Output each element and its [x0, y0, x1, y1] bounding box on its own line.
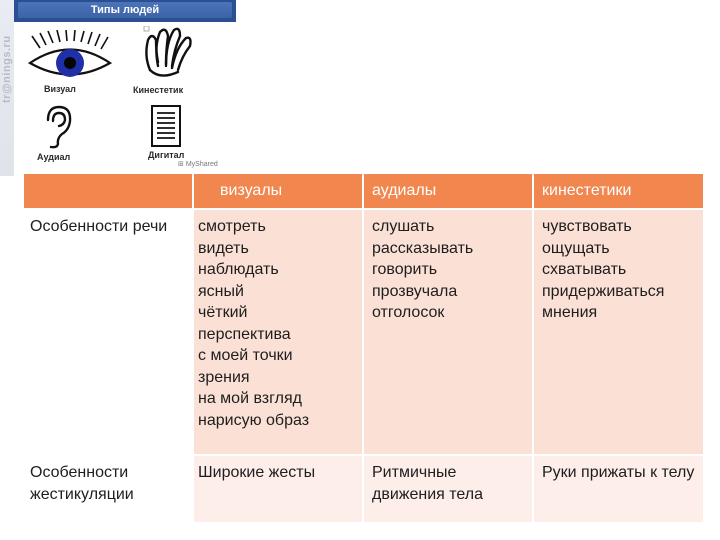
table-row	[23, 455, 704, 523]
speech-audial-cell	[363, 209, 533, 455]
speech-kinest-cell	[533, 209, 704, 455]
word-item: видеть	[198, 239, 249, 257]
side-strip	[0, 0, 14, 176]
word-item: наблюдать	[198, 261, 279, 278]
word-item: нарисую образ	[198, 411, 310, 429]
title-bar	[14, 0, 236, 22]
word-item: на мой взгляд	[198, 390, 302, 407]
table-header-row	[23, 173, 704, 209]
word-item: с моей точки	[198, 347, 293, 364]
word-item: чёткий	[198, 304, 248, 321]
watermark-text: MyShared	[185, 161, 218, 168]
word-item: схватывать	[542, 261, 627, 278]
row-head-gestures: Особенности жестикуляции	[23, 455, 193, 523]
type-label-audial: Аудиал	[37, 152, 71, 162]
watermark	[178, 160, 218, 168]
word-item: смотреть	[198, 218, 266, 235]
word-item: ощущать	[542, 239, 610, 257]
comparison-table-wrapper	[22, 172, 703, 524]
type-label-kinest: Кинестетик	[133, 85, 184, 95]
hand-icon	[140, 26, 198, 82]
gestures-kinest-cell: Руки прижаты к телу	[533, 455, 704, 523]
word-item: говорить	[372, 261, 438, 278]
word-item: слушать	[372, 218, 435, 235]
word-item: зрения	[198, 368, 250, 386]
ear-icon	[40, 104, 74, 150]
side-caption: tr@nings.ru	[1, 35, 13, 103]
gestures-audial-cell: Ритмичные движения тела	[363, 455, 533, 523]
title-text: Типы людей	[18, 2, 232, 18]
word-item: перспектива	[198, 325, 291, 343]
word-item: мнения	[542, 304, 598, 321]
word-item: чувствовать	[542, 218, 632, 235]
word-item: рассказывать	[372, 239, 474, 257]
header-cell-visual: визуалы	[193, 173, 363, 209]
types-illustration	[0, 0, 236, 176]
type-label-digital: Дигитал	[148, 150, 185, 160]
table-row	[23, 209, 704, 455]
watermark-icon: ⊞	[178, 161, 184, 168]
comparison-table	[22, 172, 705, 524]
speech-visual-cell	[193, 209, 363, 455]
gestures-visual-cell: Широкие жесты	[193, 455, 363, 523]
word-item: прозвучала	[372, 282, 458, 300]
header-cell-kinest: кинестетики	[533, 173, 704, 209]
word-item: отголосок	[372, 304, 445, 321]
word-item: придерживаться	[542, 282, 665, 300]
eye-icon	[24, 30, 116, 82]
document-icon	[150, 104, 184, 148]
word-item: ясный	[198, 282, 244, 300]
header-cell-empty	[23, 173, 193, 209]
header-cell-audial: аудиалы	[363, 173, 533, 209]
row-head-speech: Особенности речи	[23, 209, 193, 455]
type-label-visual: Визуал	[44, 84, 76, 94]
